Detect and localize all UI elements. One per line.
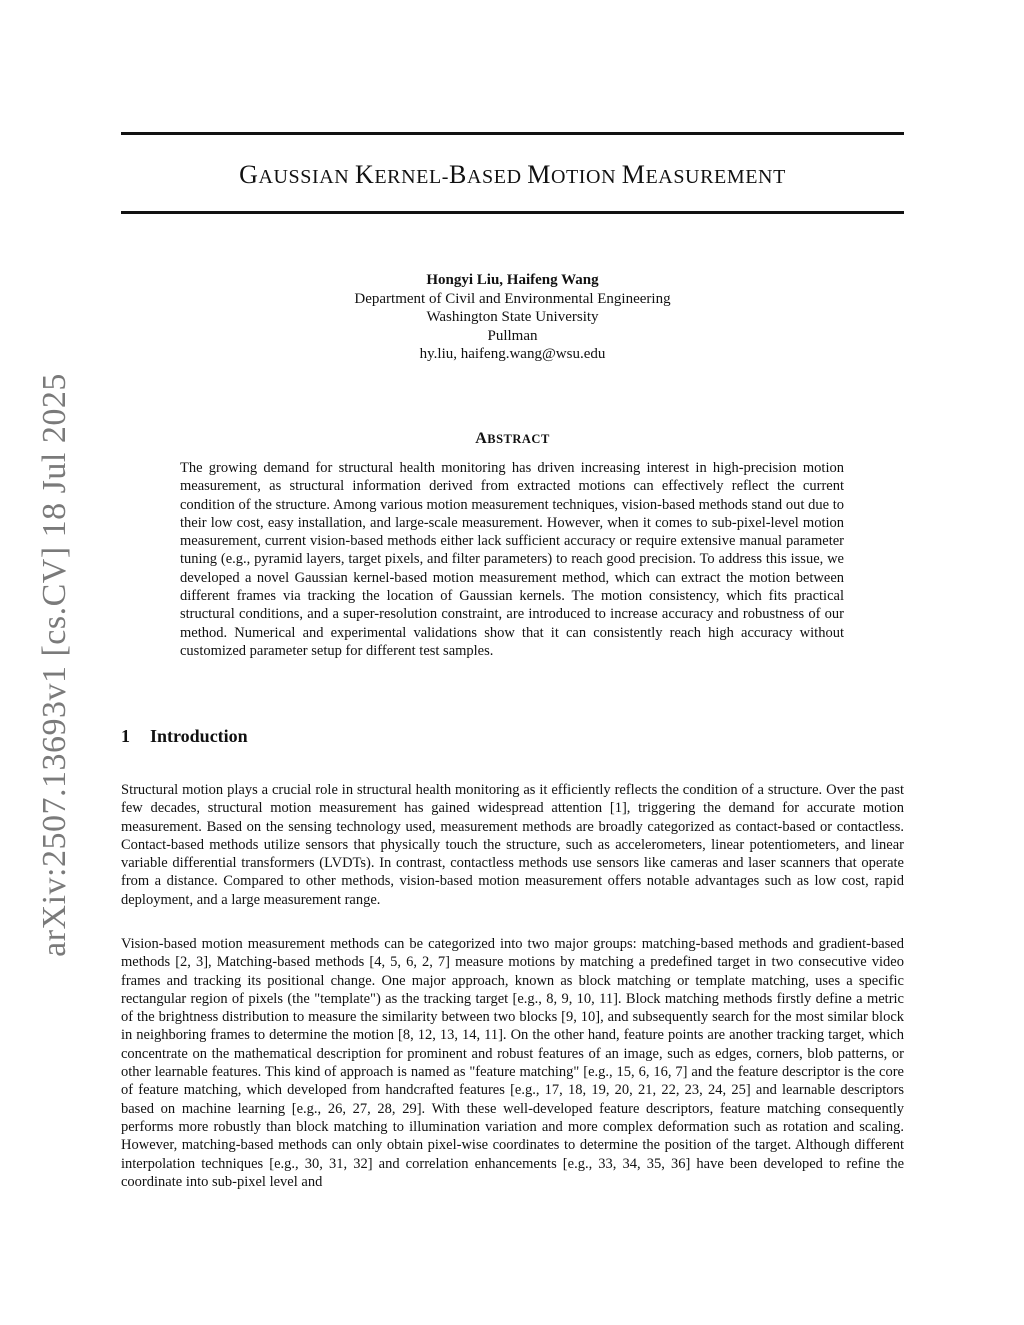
abstract-heading: ABSTRACT [475, 430, 550, 447]
arxiv-identifier: arXiv:2507.13693v1 [cs.CV] 18 Jul 2025 [36, 373, 73, 957]
author-university: Washington State University [426, 309, 599, 325]
author-city: Pullman [487, 327, 538, 344]
title-word: GAUSSIAN [239, 160, 355, 189]
body-paragraph: Structural motion plays a crucial role in structural health monitoring as it efficiently reflects the condition of a structure. Over the past few decades, structural motion measurement has gained widespread attention [1], triggering the demand for accurate motion measurement. Based on the sensing technology used, measurement methods are broadly categorized as contact-based or contactless. Contact-based methods utilize sensors that physically touch the structure, such as accelerometers, linear potentiometers, and linear variable differential transformers (LVDTs). In contrast, contactless methods use sensors like cameras and laser scanners that operate from a distance. Compared to other methods, vision-based motion measurement offers notable advantages such as low cost, rapid deployment, and a large measurement range. [121, 782, 904, 908]
title-word: BASED [449, 160, 528, 189]
author-emails: hy.liu, haifeng.wang@wsu.edu [419, 346, 606, 362]
title-rule-top [121, 132, 904, 135]
paper-title [121, 160, 904, 190]
abstract-text: The growing demand for structural health monitoring has driven increasing interest in high-precision motion measurement, as structural information derived from extracted motions can effectively reflect the current condition of the structure. Among various motion measurement techniques, vision-based methods stand out due to their low cost, easy installation, and large-scale measurement. However, when it comes to sub-pixel-level motion measurement, current vision-based methods either lack sufficient accuracy or require extensive manual parameter tuning (e.g., pyramid layers, target pixels, and filter parameters) to reach good precision. To address this issue, we developed a novel Gaussian kernel-based motion measurement method, which can extract the motion between different frames via tracking the location of Gaussian kernels. The motion consistency, which fits practical structural conditions, and a super-resolution constraint, are introduced to increase accuracy and robustness of our method. Numerical and experimental validations show that it can consistently reach high accuracy without customized parameter setup for different test samples. [180, 460, 844, 659]
section-heading-introduction [121, 726, 248, 747]
author-block [121, 271, 904, 364]
section-number: 1 [121, 726, 130, 746]
title-rule-bottom [121, 211, 904, 214]
title-word: KERNEL- [354, 160, 450, 189]
section-title: Introduction [150, 726, 248, 746]
title-word: MOTION [527, 160, 622, 189]
body-paragraph: Vision-based motion measurement methods can be categorized into two major groups: matching-based methods and gradient-based methods [2, 3], Matching-based methods [4, 5, 6, 2, 7] measure motions by matching a predefined target in two consecutive video frames and tracking its positional change. One major approach, known as block matching or template matching, uses a specific rectangular region of pixels (the "template") as the tracking target [e.g., 8, 9, 10, 11]. Block matching methods firstly define a metric of the brightness distribution to measure the similarity between two blocks [9, 10], and subsequently search for the most similar block in neighboring frames to determine the motion [8, 12, 13, 14, 11]. On the other hand, feature points are another tracking target, which concentrate on the mathematical description for prominent and robust features of an image, such as edges, corners, blob patterns, or other learnable features. This kind of approach is named as "feature matching" [e.g., 15, 6, 16, 7] and the feature descriptor is the core of feature matching, which developed from handcrafted features [e.g., 17, 18, 19, 20, 21, 22, 23, 24, 25] and learnable descriptors based on machine learning [e.g., 26, 27, 28, 29]. With these well-developed feature descriptors, feature matching consequently performs more robustly than block matching to illumination variation and more complex deformation such as rotation and scaling. However, matching-based methods can only obtain pixel-wise coordinates to determine the position of the target. Although different interpolation techniques [e.g., 30, 31, 32] and correlation enhancements [e.g., 33, 34, 35, 36] have been developed to refine the coordinate into sub-pixel level and [121, 936, 904, 1190]
title-word: MEASUREMENT [621, 160, 786, 189]
author-department: Department of Civil and Environmental Engineering [354, 290, 671, 307]
author-names: Hongyi Liu, Haifeng Wang [426, 272, 599, 288]
